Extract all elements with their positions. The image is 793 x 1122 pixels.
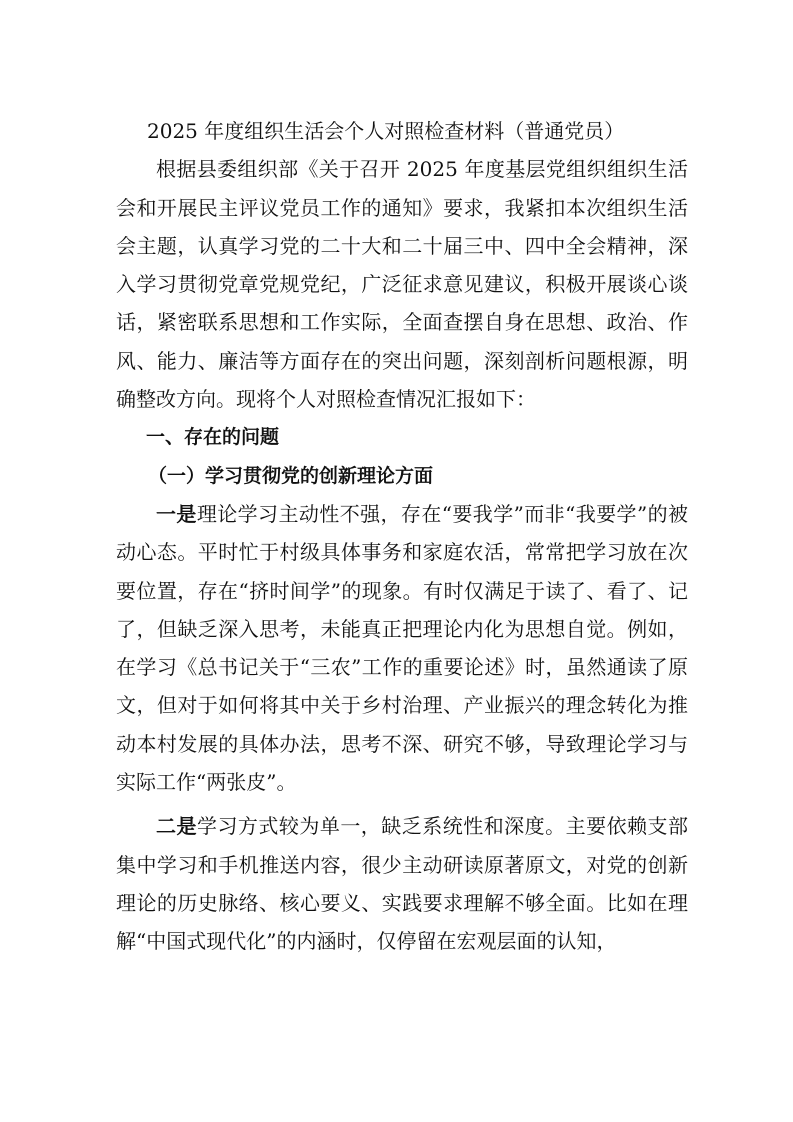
intro-paragraph: 根据县委组织部《关于召开 2025 年度基层党组织组织生活会和开展民主评议党员工作的通知》要求，我紧扣本次组织生活会主题，认真学习党的二十大和二十届三中、四中全会精神，深入学习贯彻党章党规党纪，广泛征求意见建议，积极开展谈心谈话，紧密联系思想和工作实际，全面查摆自身在思想、政治、作风、能力、廉洁等方面存在的突出问题，深刻剖析问题根源，明确整改方向。现将个人对照检查情况汇报如下： [116,157,688,412]
section-heading-problems: 一、存在的问题 [146,426,280,449]
point-2-lead: 二是 [156,814,197,839]
point-1-text: 理论学习主动性不强，存在“要我学”而非“我要学”的被动心态。平时忙于村级具体事务和家庭农活，常常把学习放在次要位置，存在“挤时间学”的现象。有时仅满足于读了、看了、记了，但缺乏深入思考，未能真正把理论内化为思想自觉。例如，在学习《总书记关于“三农”工作的重要论述》时，虽然通读了原文，但对于如何将其中关于乡村治理、产业振兴的理念转化为推动本村发展的具体办法，思考不深、研究不够，导致理论学习与实际工作“两张皮”。 [116,501,688,795]
point-paragraph-2 [116,807,688,960]
point-2-text: 学习方式较为单一，缺乏系统性和深度。主要依赖支部集中学习和手机推送内容，很少主动研读原著原文，对党的创新理论的历史脉络、核心要义、实践要求理解不够全面。比如在理解“中国式现代化”的内涵时，仅停留在宏观层面的认知， [116,814,689,954]
document-body [116,112,688,961]
subsection-heading-theory: （一）学习贯彻党的创新理论方面 [148,464,434,487]
point-1-lead: 一是 [156,501,197,526]
point-paragraph-1 [116,495,688,801]
document-title: 2025 年度组织生活会个人对照检查材料（普通党员） [147,119,625,143]
